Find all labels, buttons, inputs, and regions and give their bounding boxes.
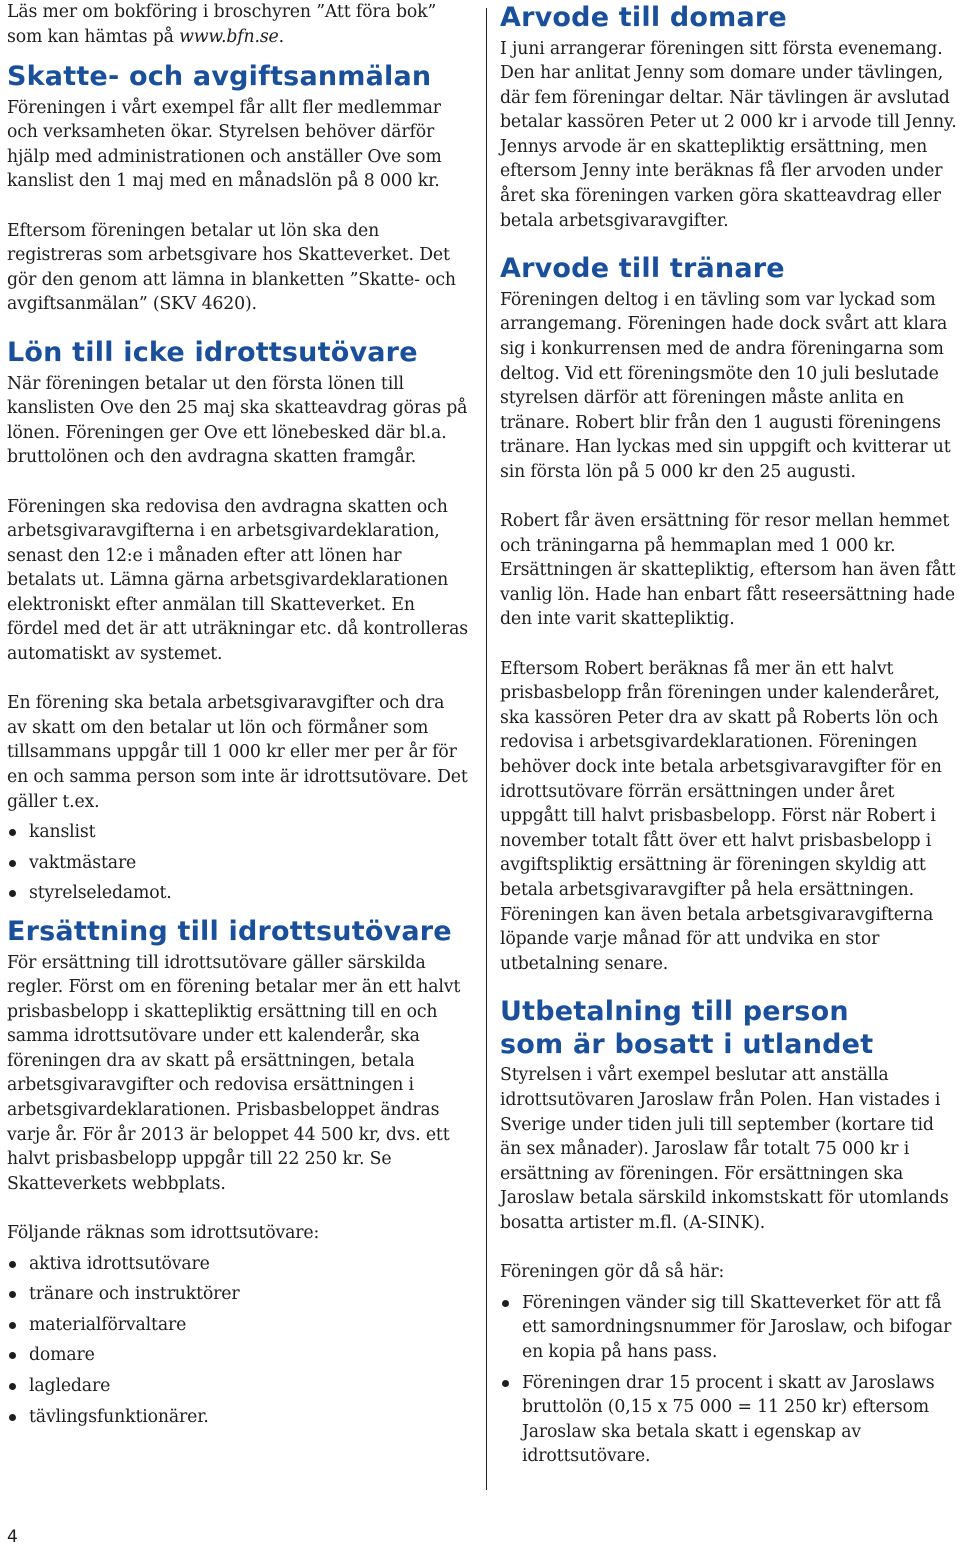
bullet-icon: [9, 1322, 16, 1329]
list-item: lagledare: [7, 1374, 469, 1399]
utland-paragraph-2: Föreningen gör då så här:: [500, 1262, 725, 1283]
bullet-icon: [9, 1352, 16, 1359]
heading-arvode-domare: Arvode till domare: [500, 2, 787, 33]
utland-paragraph-1: Styrelsen i vårt exempel beslutar att anställa idrottsutövaren Jaroslaw från Polen. Han vistades i Sverige under tiden juli till september (kortare tid än sex månader). Jaroslaw får totalt 75 000 kr i ersättning av föreningen. För ersättningen ska Jaroslaw betala särskild inkomstskatt för utomlands bosatta artister m.fl. (A-SINK).: [500, 1065, 949, 1233]
bullet-icon: [502, 1380, 509, 1387]
list-item: Föreningen drar 15 procent i skatt av Jaroslaws bruttolön (0,15 x 75 000 = 11 250 kr) eftersom Jaroslaw ska betala skatt i egenskap av idrottsutövare.: [500, 1371, 958, 1469]
ersattning-paragraph-2: Följande räknas som idrottsutövare:: [7, 1223, 320, 1244]
tranare-paragraph-2: Robert får även ersättning för resor mellan hemmet och träningarna på hemmaplan med 1 000 kr. Ersättningen är skattepliktig, eftersom han även fått vanlig lön. Hade han enbart fått reseersättning hade den inte varit skattepliktig.: [500, 511, 956, 630]
list-item: materialförvaltare: [7, 1313, 469, 1338]
intro-paragraph: [7, 0, 469, 49]
bullet-icon: [9, 890, 16, 897]
heading-line-1: Utbetalning till person: [500, 996, 849, 1028]
column-divider: [486, 8, 487, 1490]
right-column: [500, 0, 958, 1475]
list-item: tävlingsfunktionärer.: [7, 1405, 469, 1430]
page-number: 4: [7, 1527, 18, 1547]
list-item: vaktmästare: [7, 851, 469, 876]
bullet-icon: [9, 829, 16, 836]
bullet-icon: [9, 1383, 16, 1390]
bullet-icon: [9, 1261, 16, 1268]
intro-text: Läs mer om bokföring i broschyren ”Att föra bok” som kan hämtas på: [7, 2, 437, 47]
lon-paragraph-2: Föreningen ska redovisa den avdragna skatten och arbetsgivaravgifterna i en arbetsgivardeklaration, senast den 12:e i månaden efter att lönen har betalats ut. Lämna gärna arbetsgivardeklarationen elektroniskt efter anmälan till Skatteverket. En fördel med det är att uträkningar etc. då kontrolleras automatiskt av systemet.: [7, 496, 468, 665]
heading-arvode-tranare: Arvode till tränare: [500, 253, 785, 285]
bullet-icon: [9, 860, 16, 867]
bullet-icon: [9, 1291, 16, 1298]
list-item: tränare och instruktörer: [7, 1282, 469, 1307]
list-item: aktiva idrottsutövare: [7, 1252, 469, 1277]
lon-list: [7, 820, 469, 906]
left-column: [7, 0, 469, 1435]
intro-end: .: [278, 26, 284, 47]
list-item: styrelseledamot.: [7, 881, 469, 906]
skatte-paragraph-2: Eftersom föreningen betalar ut lön ska den registreras som arbetsgivare hos Skatteverket. Det gör den genom att lämna in blanketten ”Skatte- och avgiftsanmälan” (SKV 4620).: [7, 220, 456, 315]
heading-utbetalning-utlandet: [500, 996, 958, 1061]
ersattning-paragraph-1: För ersättning till idrottsutövare gäller särskilda regler. Först om en förening betalar mer än ett halvt prisbasbelopp i skattepliktig ersättning till en och samma idrottsutövare under ett kalenderår, ska föreningen dra av skatt på ersättningen, betala arbetsgivaravgifter och redovisa ersättningen i arbetsgivardeklarationen. Prisbasbeloppet ändras varje år. För år 2013 är beloppet 44 500 kr, dvs. ett halvt prisbasbelopp uppgår till 22 250 kr. Se Skatteverkets webbplats.: [7, 952, 461, 1194]
list-item: domare: [7, 1343, 469, 1368]
lon-paragraph-1: När föreningen betalar ut den första lönen till kanslisten Ove den 25 maj ska skatteavdrag göras på lönen. Föreningen ger Ove ett lönebesked där bl.a. bruttolönen och den avdragna skatten framgår.: [7, 373, 468, 468]
utland-list: [500, 1291, 958, 1469]
lon-paragraph-3: En förening ska betala arbetsgivaravgifter och dra av skatt om den betalar ut lön och förmåner som tillsammans uppgår till 1 000 kr eller mer per år för en och samma person som inte är idrottsutövare. Det gäller t.ex.: [7, 693, 468, 812]
tranare-paragraph-3: Eftersom Robert beräknas få mer än ett halvt prisbasbelopp från föreningen under kalenderåret, ska kassören Peter dra av skatt på Roberts lön och redovisa i arbetsgivardeklarationen. Föreningen behöver dock inte betala arbetsgivaravgifter för en idrottsutövare förrän ersättningen under året uppgått till halvt prisbasbelopp. Först när Robert i november totalt fått över ett halvt prisbasbelopp i avgiftspliktig ersättning är föreningen skyldig att betala arbetsgivaravgifter på hela ersättningen. Föreningen kan även betala arbetsgivaravgifterna löpande varje månad för att undvika en stor utbetalning senare.: [500, 658, 942, 974]
heading-skatte-avgiftsanmalan: Skatte- och avgiftsanmälan: [7, 61, 432, 93]
heading-line-2: som är bosatt i utlandet: [500, 1028, 874, 1060]
tranare-paragraph-1: Föreningen deltog i en tävling som var lyckad som arrangemang. Föreningen hade dock svårt att klara sig i konkurrensen med de andra föreningarna som deltog. Vid ett föreningsmöte den 10 juli beslutade styrelsen därför att föreningen måste anlita en tränare. Robert blir från den 1 augusti föreningens tränare. Han lyckas med sin uppgift och kvitterar ut sin första lön på 5 000 kr den 25 augusti.: [500, 289, 951, 482]
bullet-icon: [502, 1300, 509, 1307]
heading-ersattning-idrottsutovare: Ersättning till idrottsutövare: [7, 916, 452, 947]
bullet-icon: [9, 1414, 16, 1421]
bfn-link[interactable]: www.bfn.se: [179, 26, 279, 47]
idrottsutovare-list: [7, 1252, 469, 1430]
list-item: Föreningen vänder sig till Skatteverket för att få ett samordningsnummer för Jaroslaw, och bifogar en kopia på hans pass.: [500, 1291, 958, 1365]
skatte-paragraph-1: Föreningen i vårt exempel får allt fler medlemmar och verksamheten ökar. Styrelsen behöver därför hjälp med administrationen och anställer Ove som kanslist den 1 maj med en månadslön på 8 000 kr.: [7, 97, 442, 192]
heading-lon-icke-idrottsutovare: Lön till icke idrottsutövare: [7, 337, 418, 369]
list-item: kanslist: [7, 820, 469, 845]
domare-paragraph-1: I juni arrangerar föreningen sitt första evenemang. Den har anlitat Jenny som domare under tävlingen, där fem föreningar deltar. När tävlingen är avslutad betalar kassören Peter ut 2 000 kr i arvode till Jenny. Jennys arvode är en skattepliktig ersättning, men eftersom Jenny inte beräknas få fler arvoden under året ska föreningen varken göra skatteavdrag eller betala arbetsgivaravgifter.: [500, 38, 957, 231]
